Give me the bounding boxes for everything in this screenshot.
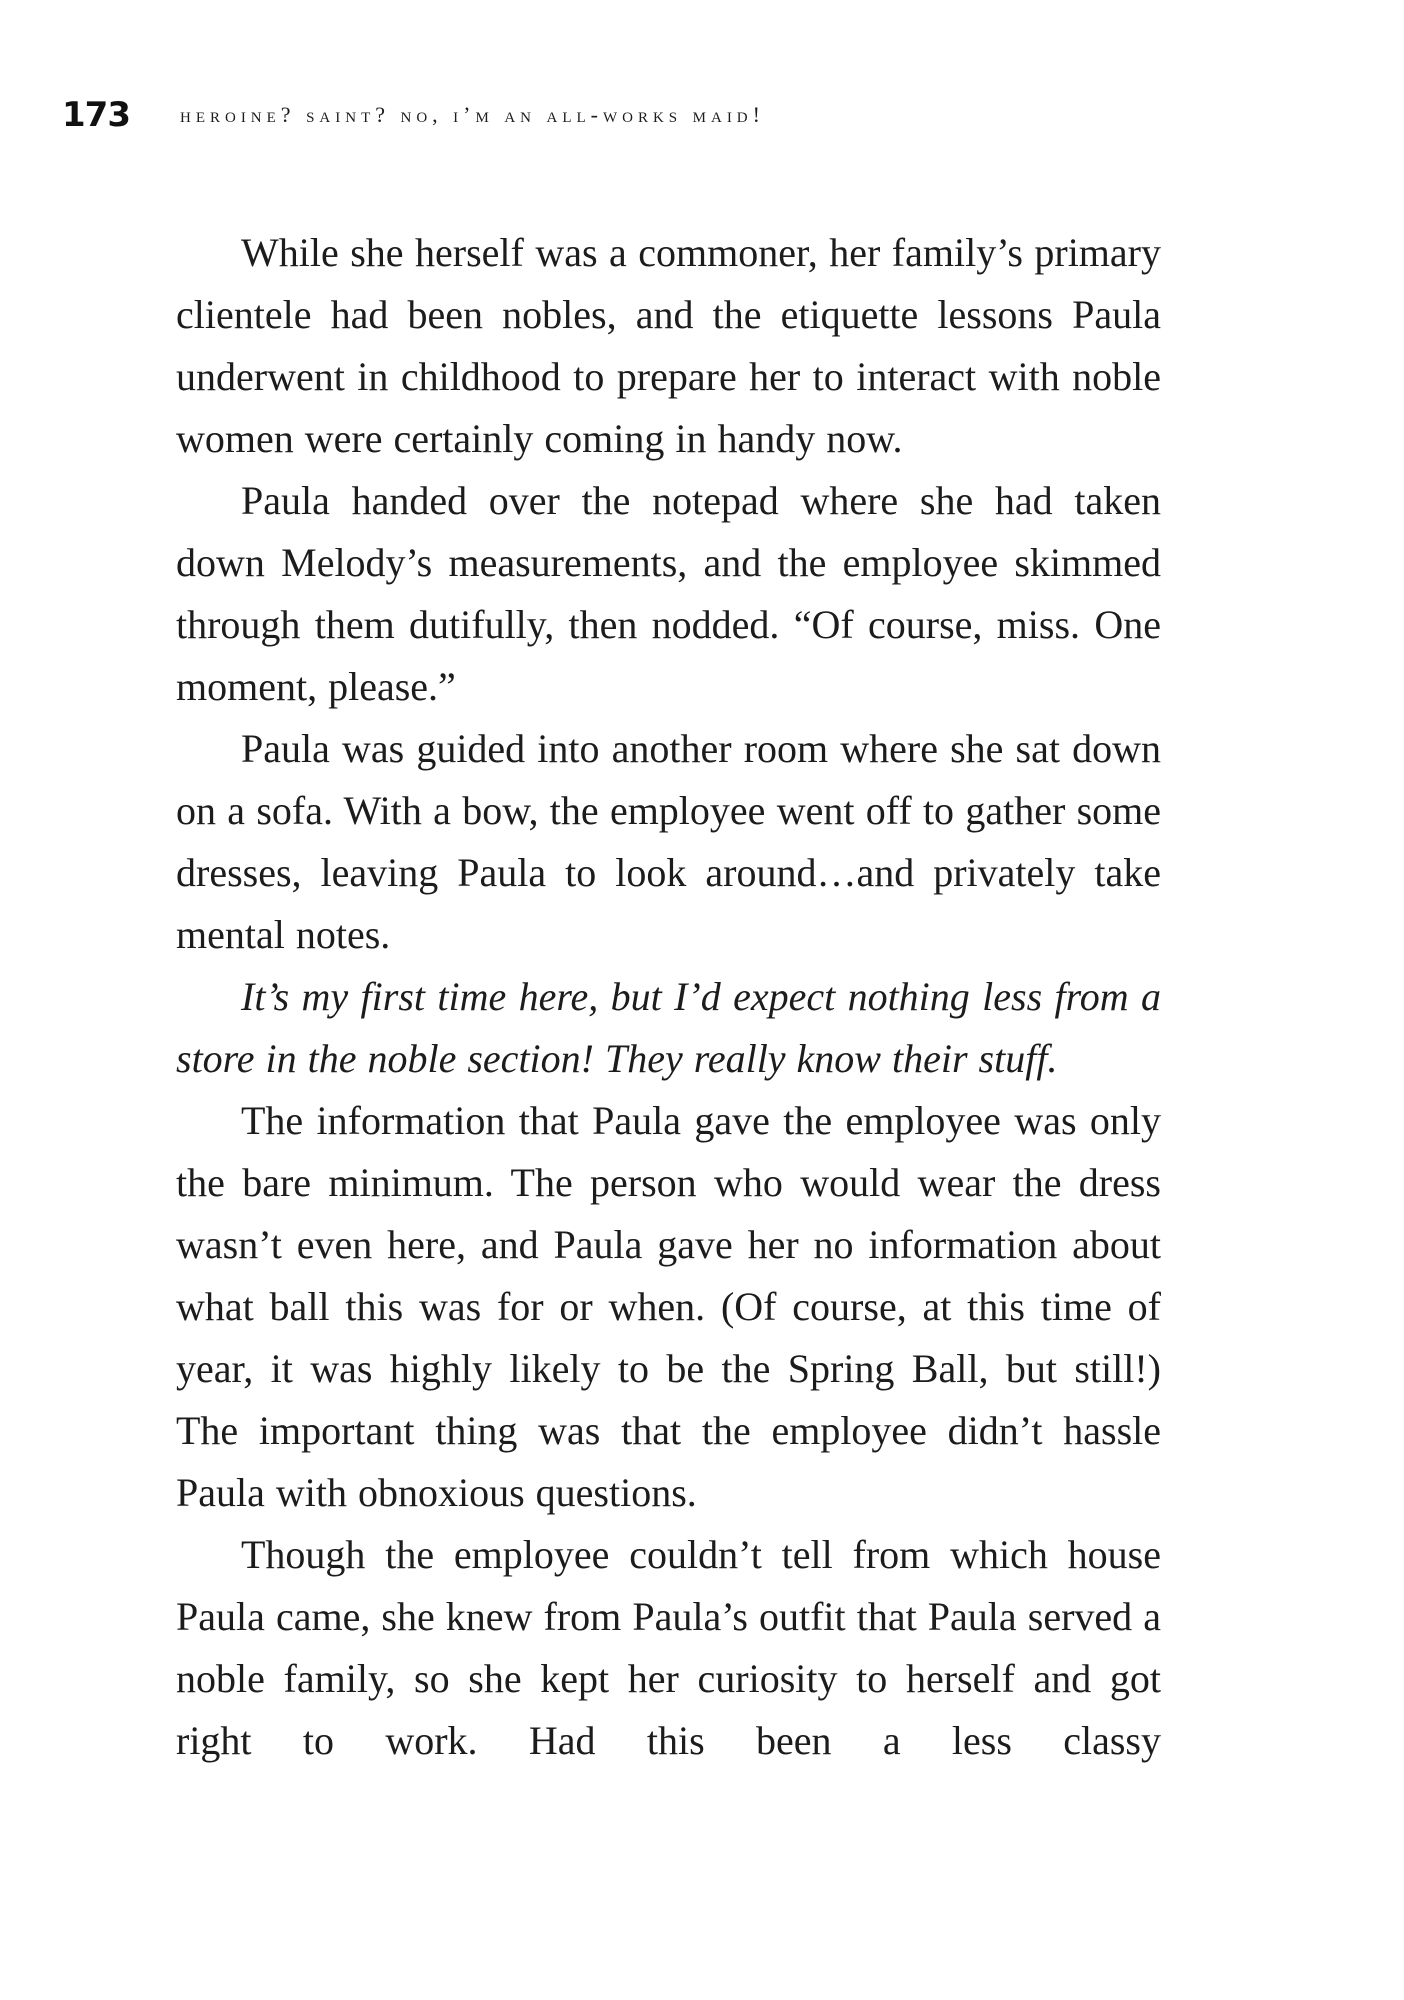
body-text — [176, 222, 1161, 1772]
book-title-header: heroine? saint? no, i’m an all-works maid! — [179, 102, 765, 127]
paragraph: While she herself was a commoner, her family’s primary clientele had been nobles, and the etiquette lessons Paula underwent in childhood to prepare her to interact with noble women were certainly coming in handy now. — [176, 230, 1161, 461]
paragraph-continued: Though the employee couldn’t tell from which house Paula came, she knew from Paula’s outfit that Paula served a noble family, so she kept her curiosity to herself and got right to work. Had this been a less classy — [176, 1532, 1161, 1763]
paragraph: Paula was guided into another room where she sat down on a sofa. With a bow, the employee went off to gather some dresses, leaving Paula to look around…and privately take mental notes. — [176, 726, 1161, 957]
paragraph: Paula handed over the notepad where she had taken down Melody’s measurements, and the employee skimmed through them dutifully, then nodded. “Of course, miss. One moment, please.” — [176, 478, 1161, 709]
italic-thought-paragraph: It’s my first time here, but I’d expect nothing less from a store in the noble section! They really know their stuff. — [176, 974, 1161, 1081]
page-number: 173 — [62, 95, 130, 135]
paragraph: The information that Paula gave the employee was only the bare minimum. The person who would wear the dress wasn’t even here, and Paula gave her no information about what ball this was for or when. (Of course, at this time of year, it was highly likely to be the Spring Ball, but still!) The important thing was that the employee didn’t hassle Paula with obnoxious questions. — [176, 1098, 1161, 1515]
running-header — [62, 95, 765, 135]
